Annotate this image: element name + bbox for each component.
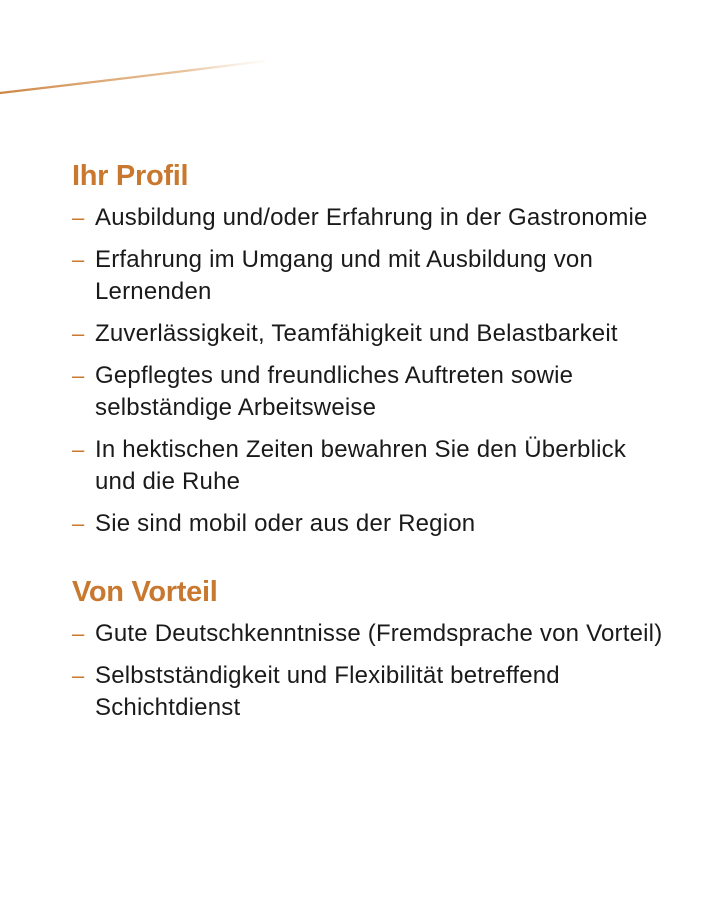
list-item (72, 660, 672, 724)
bullet-dash: – (72, 205, 85, 230)
profile-section (72, 156, 672, 540)
list-item-text: In hektischen Zeiten bewahren Sie den Überblick und die Ruhe (95, 436, 627, 495)
list-item-text: Ausbildung und/oder Erfahrung in der Gastronomie (95, 204, 648, 231)
bullet-dash: – (72, 321, 85, 346)
list-item (72, 434, 672, 498)
list-item-text: Gepflegtes und freundliches Auftreten sowie selbständige Arbeitsweise (95, 362, 574, 421)
bullet-dash: – (72, 437, 85, 462)
advantage-section (72, 572, 672, 724)
section-heading-advantage: Von Vorteil (72, 576, 218, 608)
list-item-text: Erfahrung im Umgang und mit Ausbildung von Lernenden (95, 246, 594, 305)
advantage-list (72, 618, 672, 724)
bullet-dash: – (72, 363, 85, 388)
list-item-text: Gute Deutschkenntnisse (Fremdsprache von Vorteil) (95, 620, 663, 647)
bullet-dash: – (72, 511, 85, 536)
decorative-swoosh-line (0, 0, 720, 120)
list-item-text: Selbstständigkeit und Flexibilität betreffend Schichtdienst (95, 662, 560, 721)
list-item (72, 244, 672, 308)
bullet-dash: – (72, 621, 85, 646)
list-item-text: Sie sind mobil oder aus der Region (95, 510, 476, 537)
bullet-dash: – (72, 663, 85, 688)
list-item-text: Zuverlässigkeit, Teamfähigkeit und Belastbarkeit (95, 320, 618, 347)
list-item (72, 618, 672, 650)
section-heading-profile: Ihr Profil (72, 160, 189, 192)
list-item (72, 360, 672, 424)
bullet-dash: – (72, 247, 85, 272)
requirements-content (72, 156, 672, 734)
list-item (72, 202, 672, 234)
list-item (72, 318, 672, 350)
profile-list (72, 202, 672, 540)
list-item (72, 508, 672, 540)
